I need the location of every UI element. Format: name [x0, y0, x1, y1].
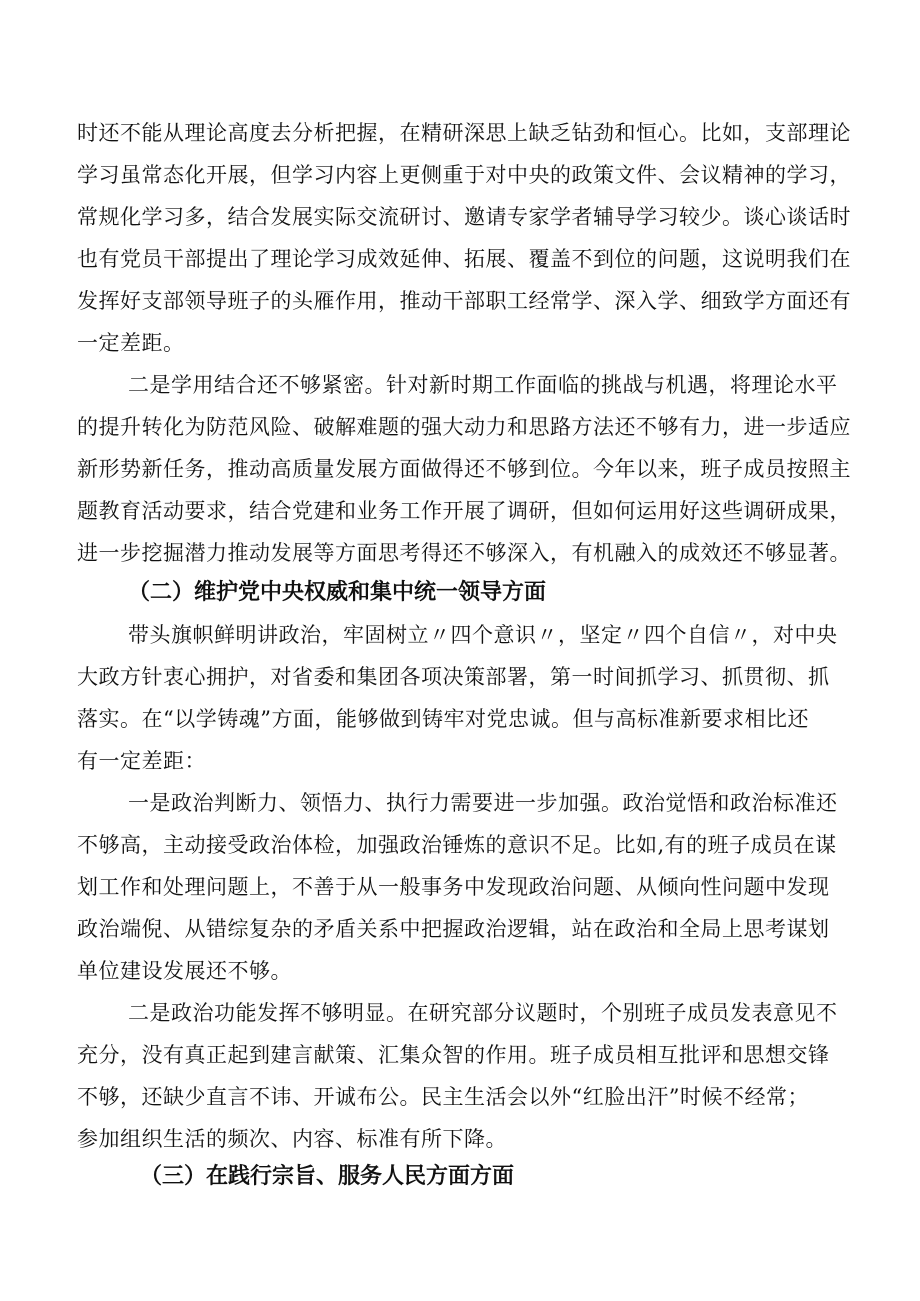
paragraph-5-line-4: 参加组织生活的频次、内容、标准有所下降。 [77, 1127, 507, 1151]
paragraph-1-line-6: 一定差距。 [77, 331, 185, 355]
paragraph-2-line-2: 的提升转化为防范风险、破解难题的强大动力和思路方法还不够有力，进一步适应 [77, 415, 851, 439]
paragraph-1-line-1: 时还不能从理论高度去分析把握，在精研深思上缺乏钻劲和恒心。比如，支部理论 [77, 121, 851, 145]
paragraph-1-line-4: 也有党员干部提出了理论学习成效延伸、拓展、覆盖不到位的问题，这说明我们在 [77, 247, 851, 271]
paragraph-4-line-3: 划工作和处理问题上，不善于从一般事务中发现政治问题、从倾向性问题中发现 [77, 875, 830, 899]
section-heading-2: （二）维护党中央权威和集中统一领导方面 [128, 580, 547, 605]
paragraph-1-line-2: 学习虽常态化开展，但学习内容上更侧重于对中央的政策文件、会议精神的学习， [77, 163, 851, 187]
paragraph-2-line-5: 进一步挖掘潜力推动发展等方面思考得还不够深入，有机融入的成效还不够显著。 [77, 541, 851, 565]
paragraph-2-line-1: 二是学用结合还不够紧密。针对新时期工作面临的挑战与机遇，将理论水平 [128, 373, 838, 397]
paragraph-2-line-3: 新形势新任务，推动高质量发展方面做得还不够到位。今年以来，班子成员按照主 [77, 457, 851, 481]
paragraph-4-line-1: 一是政治判断力、领悟力、执行力需要进一步加强。政治觉悟和政治标准还 [128, 791, 838, 815]
paragraph-3-line-4: 有一定差距： [77, 749, 206, 773]
paragraph-1-line-5: 发挥好支部领导班子的头雁作用，推动干部职工经常学、深入学、细致学方面还有 [77, 289, 851, 313]
paragraph-5-line-1: 二是政治功能发挥不够明显。在研究部分议题时，个别班子成员发表意见不 [128, 1001, 838, 1025]
paragraph-3-line-2: 大政方针衷心拥护，对省委和集团各项决策部署，第一时间抓学习、抓贯彻、抓 [77, 665, 830, 689]
paragraph-4-line-2: 不够高，主动接受政治体检，加强政治锤炼的意识不足。比如,有的班子成员在谋 [77, 833, 837, 857]
paragraph-5-line-2: 充分，没有真正起到建言献策、汇集众智的作用。班子成员相互批评和思想交锋 [77, 1043, 830, 1067]
paragraph-4-line-4: 政治端倪、从错综复杂的矛盾关系中把握政治逻辑，站在政治和全局上思考谋划 [77, 917, 830, 941]
section-heading-3: （三）在践行宗旨、服务人民方面方面 [140, 1164, 515, 1189]
paragraph-1-line-3: 常规化学习多，结合发展实际交流研讨、邀请专家学者辅导学习较少。谈心谈话时 [77, 205, 851, 229]
paragraph-2-line-4: 题教育活动要求，结合党建和业务工作开展了调研，但如何运用好这些调研成果， [77, 499, 851, 523]
paragraph-3-line-1: 带头旗帜鲜明讲政治，牢固树立〃四个意识〃，坚定〃四个自信〃，对中央 [128, 623, 838, 647]
paragraph-3-line-3: 落实。在“以学铸魂”方面，能够做到铸牢对党忠诚。但与高标准新要求相比还 [77, 707, 809, 731]
paragraph-5-line-3: 不够，还缺少直言不讳、开诚布公。民主生活会以外“红脸出汗”时候不经常； [77, 1085, 809, 1109]
paragraph-4-line-5: 单位建设发展还不够。 [77, 959, 292, 983]
